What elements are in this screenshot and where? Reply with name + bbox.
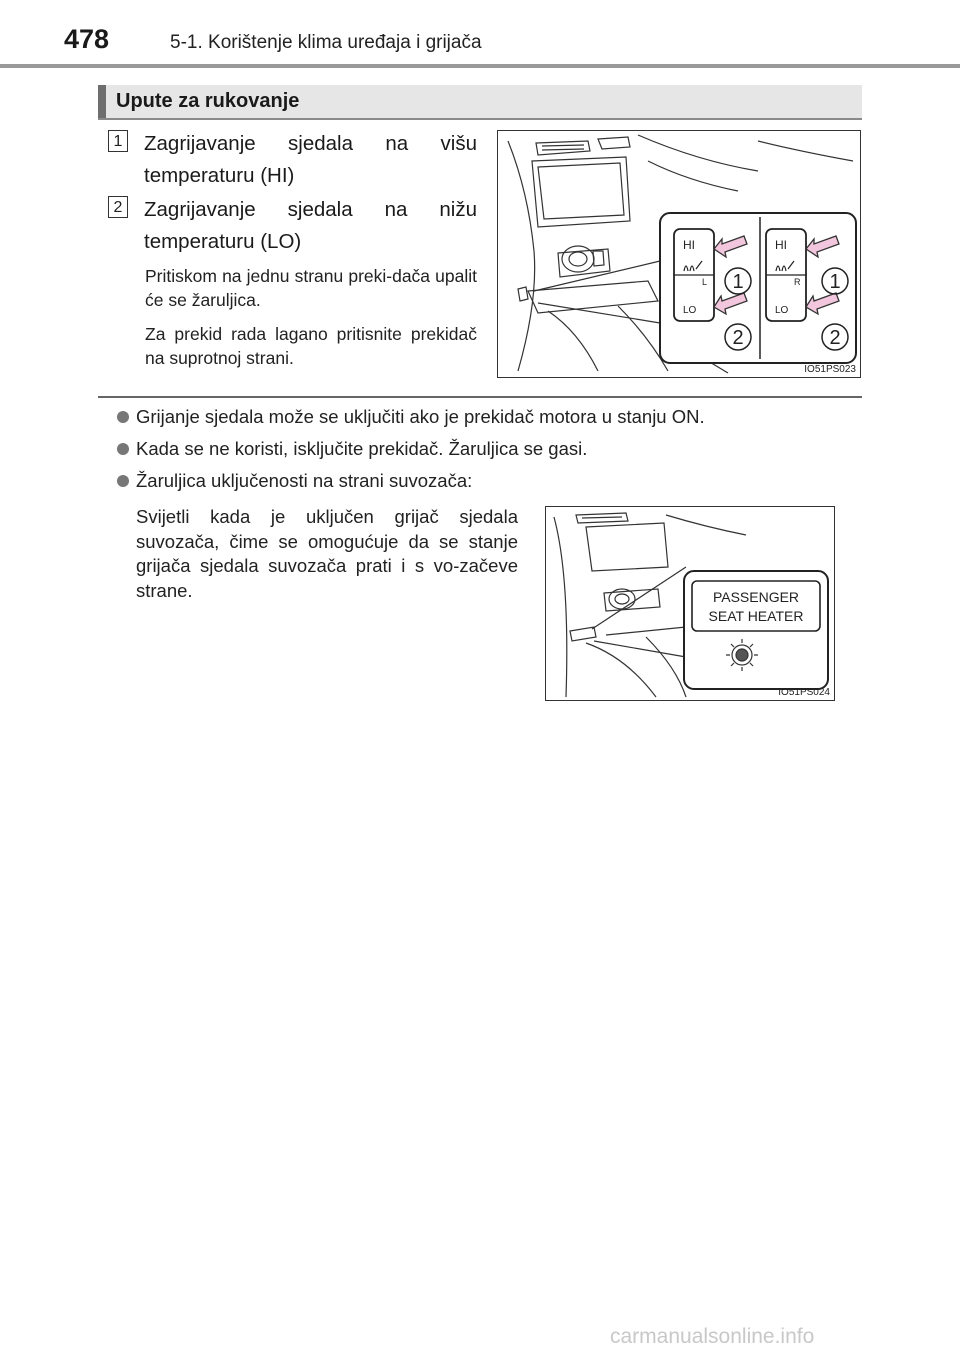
passenger-indicator-paragraph: Svijetli kada je uključen grijač sjedala suvozača, čime se omogućuje da se stanje grijača sjedala suvozača prati i s vo-začeve strane. <box>136 506 518 601</box>
seat-heater-switch-right <box>766 229 806 321</box>
callout-2-left: 2 <box>732 327 744 349</box>
bullet-text-3: Žaruljica uključenosti na strani suvozača: <box>136 470 473 491</box>
step-number-1: 1 <box>108 130 128 152</box>
step-2 <box>108 194 478 264</box>
section-heading-bar <box>98 85 862 120</box>
section-title: Upute za rukovanje <box>116 90 300 112</box>
bullet-item-3 <box>117 469 857 495</box>
seat-heater-switch-left <box>674 229 714 321</box>
page-header <box>0 0 960 70</box>
indicator-label-line1: PASSENGER <box>712 589 800 605</box>
bullet-dot-icon <box>117 443 129 455</box>
figure-seat-heater-switches <box>497 130 861 378</box>
section-accent <box>98 85 106 118</box>
section-separator <box>98 396 862 398</box>
note-press-switch: Pritiskom na jednu stranu preki-dača upalit će se žaruljica. <box>145 266 477 310</box>
bullet-text-2: Kada se ne koristi, isključite prekidač. Žaruljica se gasi. <box>136 438 588 459</box>
header-rule <box>0 64 960 68</box>
switch-right-lo-label: LO <box>775 305 789 316</box>
chapter-title: 5-1. Korištenje klima uređaja i grijača <box>170 32 482 53</box>
watermark: carmanualsonline.info <box>610 1325 815 1348</box>
step-1 <box>108 128 478 198</box>
indicator-illustration <box>546 507 833 699</box>
note-stop-operation: Za prekid rada lagano pritisnite prekidač na suprotnoj strani. <box>145 324 477 368</box>
figure-code: IO51PS023 <box>804 364 856 375</box>
figure-passenger-seat-heater-indicator <box>545 506 835 701</box>
bullet-item-1 <box>117 405 857 431</box>
dashboard-illustration <box>498 131 859 376</box>
indicator-label-line2: SEAT HEATER <box>708 608 804 624</box>
switch-right-side-label: R <box>794 277 801 287</box>
switch-left-hi-label: HI <box>683 238 695 252</box>
switch-left-side-label: L <box>702 277 708 287</box>
bullet-dot-icon <box>117 475 129 487</box>
step-number-2: 2 <box>108 196 128 218</box>
callout-2-right: 2 <box>829 327 841 349</box>
callout-1-left: 1 <box>732 271 744 293</box>
callout-1-right: 1 <box>829 271 841 293</box>
page-number: 478 <box>64 24 110 54</box>
bullet-item-2 <box>117 437 857 463</box>
bullet-text-1: Grijanje sjedala može se uključiti ako je prekidač motora u stanju ON. <box>136 406 705 427</box>
bullet-dot-icon <box>117 411 129 423</box>
figure-code: IO51PS024 <box>778 687 830 698</box>
step-text-1: Zagrijavanje sjedala na višu temperaturu (HI) <box>144 132 477 187</box>
switch-right-hi-label: HI <box>775 238 787 252</box>
step-text-2: Zagrijavanje sjedala na nižu temperaturu (LO) <box>144 198 477 253</box>
switch-left-lo-label: LO <box>683 305 697 316</box>
